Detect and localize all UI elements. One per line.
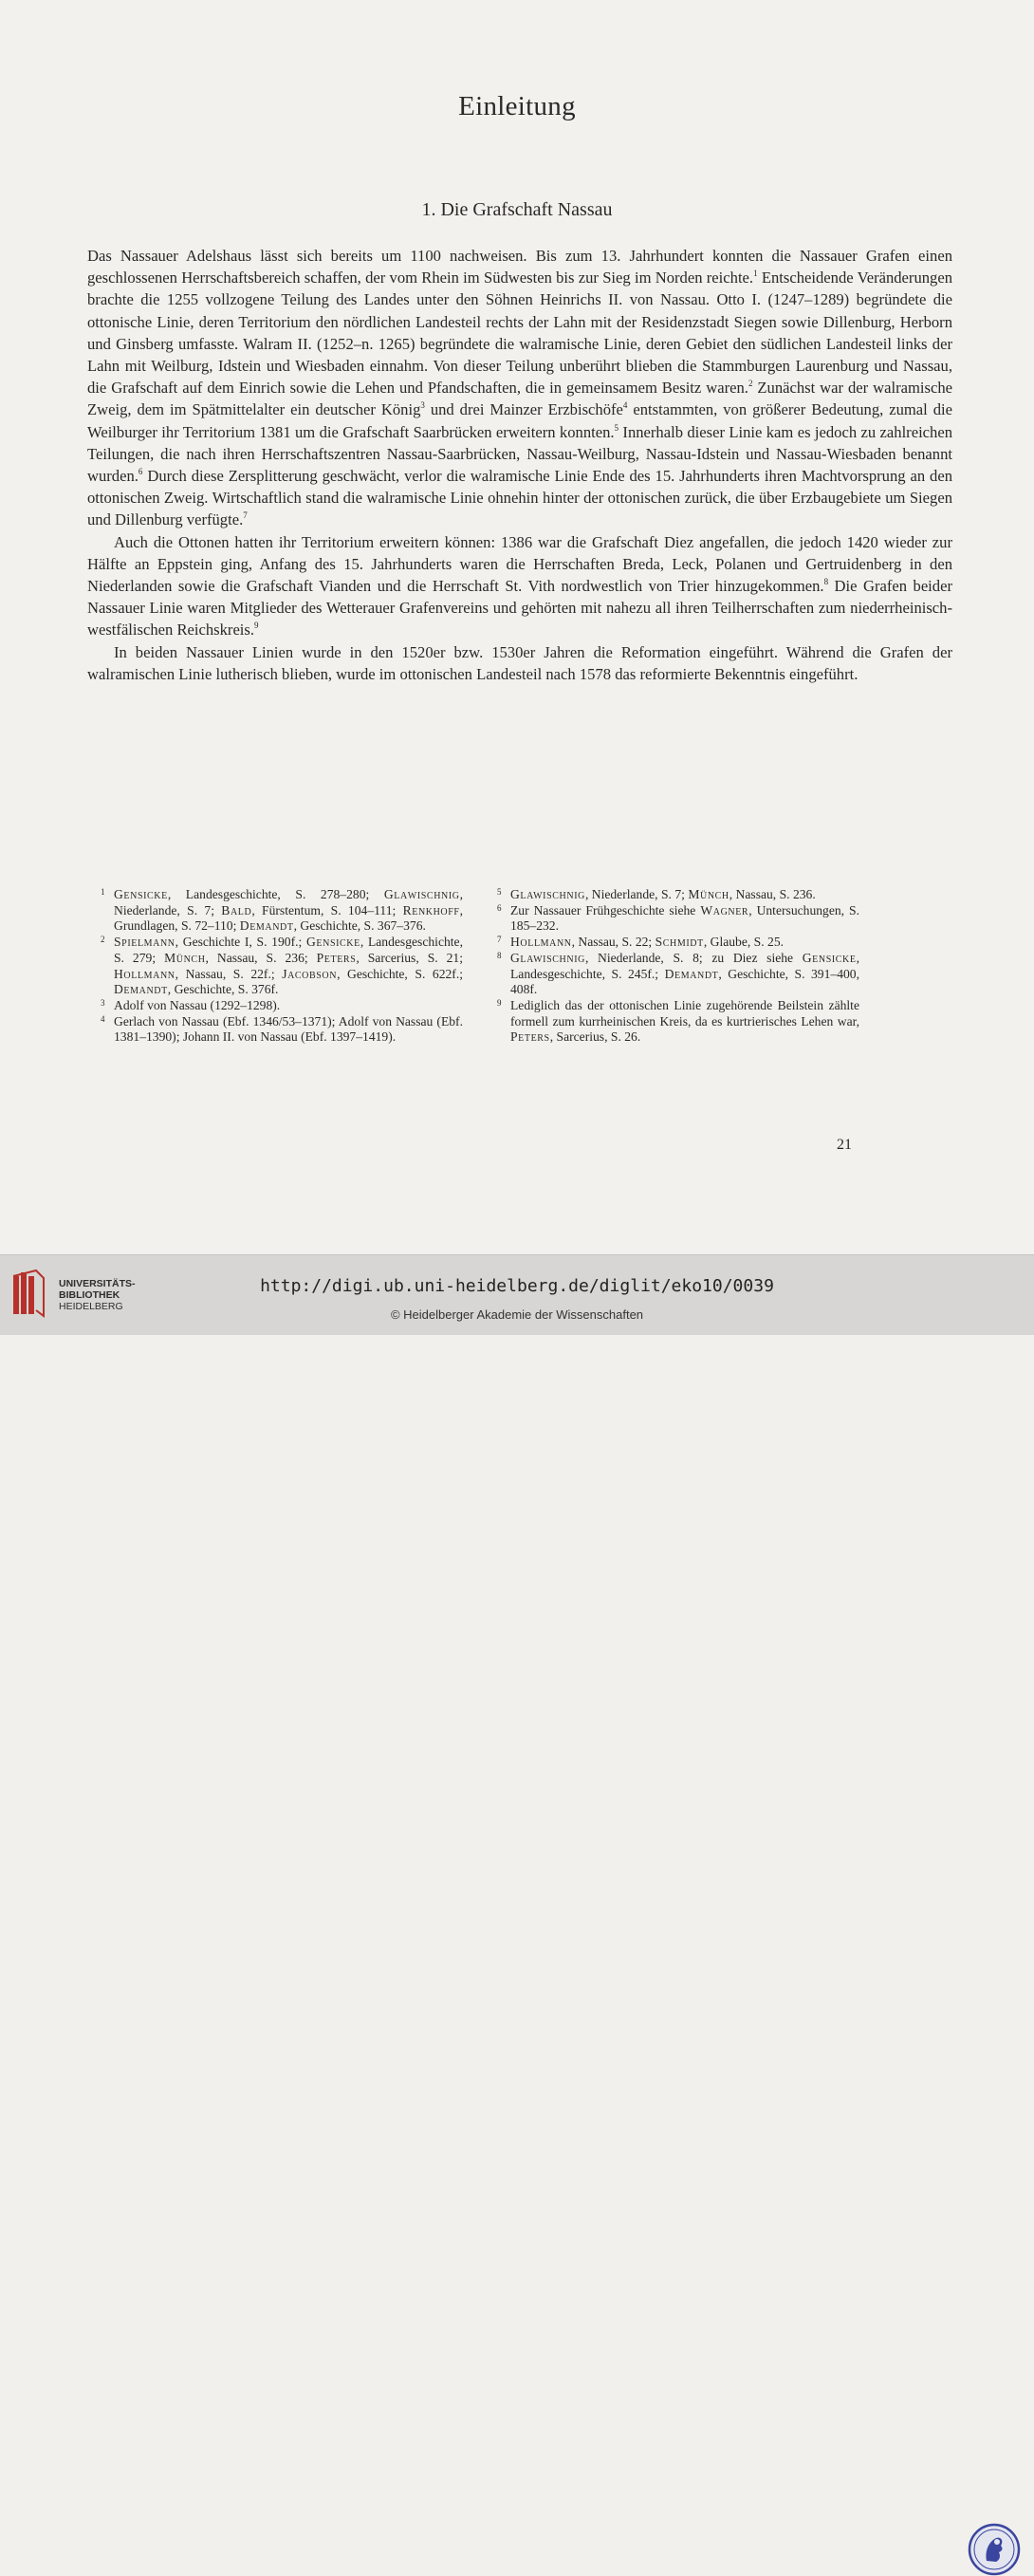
footnote-text: , Landesgeschichte, S. 278–280; xyxy=(167,887,384,901)
logo-line-3: HEIDELBERG xyxy=(59,1301,123,1312)
footnote-text: , Glaube, S. 25. xyxy=(703,935,785,950)
footnote-text: , Geschichte, S. 367–376. xyxy=(293,918,426,934)
paragraph-text: Das Nassauer Adelshaus lässt sich bereits um 1100 nachweisen. Bis zum 13. Jahrhundert konnten die Nassauer Grafen einen geschlossenen Herrschaftsbereich schaffen, der vom Rhein im Südwesten bis zur Sieg im Norden reichte. xyxy=(87,247,952,287)
footnotes-right-column xyxy=(497,887,859,1046)
footnote-text: Adolf von Nassau (1292–1298). xyxy=(114,997,281,1012)
footnote-reference[interactable]: 9 xyxy=(254,621,259,631)
footnote-text: Gerlach von Nassau (Ebf. 1346/53–1371); Adolf von Nassau (Ebf. 1381–1390); Johann II. von Nassau (Ebf. 1397–1419). xyxy=(114,1013,463,1045)
paragraph-text: Innerhalb dieser Linie kam es jedoch zu zahlreichen Teilungen, die nach ihren Herrschaftszentren Nassau-Saarbrücken, Nassau-Weilburg, Nassau-Idstein und Nassau-Wiesbaden benannt wurden. xyxy=(87,422,953,486)
footnote-reference[interactable]: 2 xyxy=(748,379,753,389)
footnote-number: 6 xyxy=(497,902,502,913)
footnote-text: , Nassau, S. 22f.; xyxy=(175,966,283,981)
body-text xyxy=(87,245,952,685)
author-name: Demandt xyxy=(239,918,294,934)
author-name: Gensicke xyxy=(114,887,168,901)
footnote-text: Zur Nassauer Frühgeschichte siehe xyxy=(510,902,701,917)
footnote-text: , Geschichte I, S. 190f.; xyxy=(175,935,306,950)
footnote-text: , Nassau, S. 22; xyxy=(571,935,655,950)
paragraph-text: Durch diese Zersplitterung geschwächt, verlor die walramische Linie Ende des 15. Jahrhunderts ihren Machtvorsprung an den ottonischen Zweig. Wirtschaftlich stand die walramische Linie ohnehin hinter der ottonischen zurück, die über Erzbaugebiete um Siegen und Dillenburg verfügte. xyxy=(87,467,952,529)
logo-line-1: UNIVERSITÄTS- xyxy=(59,1278,136,1289)
author-name: Gensicke xyxy=(306,935,360,950)
author-name: Münch xyxy=(688,887,729,901)
footnote xyxy=(497,951,859,998)
footnote-number: 7 xyxy=(497,935,502,945)
footnote-number: 9 xyxy=(497,997,502,1008)
paragraph xyxy=(87,531,952,641)
footnote-text: , Sarcerius, S. 21; xyxy=(356,950,463,965)
author-name: Wagner xyxy=(700,902,749,917)
logo-line-2: BIBLIOTHEK xyxy=(59,1289,120,1301)
footnote xyxy=(101,1014,463,1046)
author-name: Peters xyxy=(510,1029,550,1045)
footnote xyxy=(101,887,463,935)
author-name: Schmidt xyxy=(655,935,704,950)
author-name: Münch xyxy=(164,950,206,965)
footnote-reference[interactable]: 1 xyxy=(753,269,758,279)
author-name: Glawischnig xyxy=(510,887,585,901)
footnote xyxy=(101,998,463,1014)
footnote-text: , Geschichte, S. 622f.; xyxy=(337,966,463,981)
footnote-reference[interactable]: 4 xyxy=(622,400,628,411)
footnote xyxy=(497,903,859,935)
footnote-text: , Untersuchungen, S. 185–232. xyxy=(510,902,859,934)
author-name: Jacobson xyxy=(282,966,338,981)
footnote-text: , Grundlagen, S. 72–110; xyxy=(114,902,463,934)
author-name: Demandt xyxy=(664,966,719,981)
author-name: Renkhoff xyxy=(402,902,460,917)
footnote-text: , Niederlande, S. 8; zu Diez siehe xyxy=(584,950,803,965)
footnote-reference[interactable]: 8 xyxy=(823,577,829,587)
footnote xyxy=(497,998,859,1046)
footnote-number: 8 xyxy=(497,950,502,960)
footnote-text: , Landesgeschichte, S. 245f.; xyxy=(510,950,859,981)
footnote-text: , Fürstentum, S. 104–111; xyxy=(251,902,403,917)
paragraph-text: Entscheidende Veränderungen brachte die 1255 vollzogene Teilung des Landes unter den Söhnen Heinrichs II. von Nassau. Otto I. (1247–1289) begründete die ottonische Linie, deren Territorium den nördlichen Landesteil rechts der Lahn mit der Residenzstadt Siegen sowie Dillenburg, Herborn und Ginsberg umfasste. Walram II. (1252–n. 1265) begründete die walramische Linie, deren Gebiet den südlichen Landesteil links der Lahn mit Weilburg, Idstein und Wiesbaden einnahm. Von dieser Teilung unberührt blieben die Stammburgen Laurenburg und Nassau, die Grafschaft auf dem Einrich sowie die Lehen und Pfandschaften, die in gemeinsamem Besitz waren. xyxy=(87,269,953,398)
paragraph xyxy=(87,641,952,685)
footnote-number: 5 xyxy=(497,887,502,897)
footer-copyright: © Heidelberger Akademie der Wissenschaften xyxy=(390,1307,644,1322)
footnote-reference[interactable]: 3 xyxy=(420,400,425,411)
author-name: Spielmann xyxy=(114,935,175,950)
footer-url-link[interactable]: http://digi.ub.uni-heidelberg.de/diglit/eko10/0039 xyxy=(260,1276,774,1296)
footnote-text: , Niederlande, S. 7; xyxy=(114,887,463,917)
footnote-text: , Landesgeschichte, S. 279; xyxy=(114,935,463,965)
paragraph-text: entstammten, von größerer Bedeutung, zumal die Weilburger ihr Territorium 1381 um die Grafschaft Saarbrücken erweitern konnten. xyxy=(87,400,953,441)
author-name: Glawischnig xyxy=(383,887,460,901)
author-name: Demandt xyxy=(114,982,168,997)
author-name: Glawischnig xyxy=(510,950,585,965)
footnote-number: 4 xyxy=(101,1013,105,1024)
academy-seal-icon xyxy=(968,2523,1021,2576)
footnote-number: 3 xyxy=(101,997,105,1008)
footnotes-left-column xyxy=(101,887,463,1046)
footnote-text: , Geschichte, S. 391–400, 408f. xyxy=(510,966,859,997)
footnote-number: 2 xyxy=(101,935,105,945)
footnote xyxy=(497,887,859,903)
footnote-text: , Nassau, S. 236; xyxy=(205,950,317,965)
author-name: Hollmann xyxy=(114,966,175,981)
footnote-reference[interactable]: 6 xyxy=(138,467,143,477)
author-name: Gensicke xyxy=(802,950,857,965)
paragraph-text: Die Grafen beider Nassauer Linie waren Mitglieder des Wetterauer Grafenvereins und gehörten mit nahezu all ihren Teilherrschaften zum niederrheinisch-westfälischen Reichskreis. xyxy=(87,577,952,639)
footnote-text: , Niederlande, S. 7; xyxy=(584,887,689,901)
footnote xyxy=(497,935,859,951)
page-number: 21 xyxy=(837,1137,852,1153)
paragraph-text: In beiden Nassauer Linien wurde in den 1520er bzw. 1530er Jahren die Reformation eingeführt. Während die Grafen der walramischen Linie lutherisch blieben, wurde im ottonischen Landesteil nach 1578 das reformierte Bekenntnis eingeführt. xyxy=(87,642,952,683)
footnote-reference[interactable]: 5 xyxy=(614,422,619,433)
footnote-reference[interactable]: 7 xyxy=(243,510,248,521)
author-name: Hollmann xyxy=(510,935,572,950)
section-title: 1. Die Grafschaft Nassau xyxy=(421,199,613,220)
paragraph-text: und drei Mainzer Erzbischöfe xyxy=(424,400,623,419)
document-page xyxy=(0,0,1034,1254)
paragraph-text: Zunächst war der walramische Zweig, dem im Spätmittelalter ein deutscher König xyxy=(87,379,952,419)
paragraph xyxy=(87,245,952,531)
footnote-number: 1 xyxy=(101,887,105,897)
chapter-title: Einleitung xyxy=(458,91,576,121)
author-name: Bald xyxy=(221,902,252,917)
author-name: Peters xyxy=(316,950,357,965)
footnote-text: , Sarcerius, S. 26. xyxy=(549,1029,641,1045)
footnote xyxy=(101,935,463,998)
footnote-text: , Geschichte, S. 376f. xyxy=(167,982,279,997)
footnote-text: Lediglich das der ottonischen Linie zugehörende Beilstein zählte formell zum kurrheinischen Kreis, da es kurtrierisches Lehen war, xyxy=(510,997,859,1029)
paragraph-text: Auch die Ottonen hatten ihr Territorium erweitern können: 1386 war die Grafschaft Diez angefallen, die jedoch 1420 wieder zur Hälfte an Eppstein ging, Anfang des 15. Jahrhunderts waren die Herrschaften Breda, Leck, Polanen und Gertruidenberg in den Niederlanden sowie die Grafschaft Vianden und die Herrschaft St. Vith nordwestlich von Trier hinzugekommen. xyxy=(87,532,952,596)
footnote-text: , Nassau, S. 236. xyxy=(729,887,816,901)
